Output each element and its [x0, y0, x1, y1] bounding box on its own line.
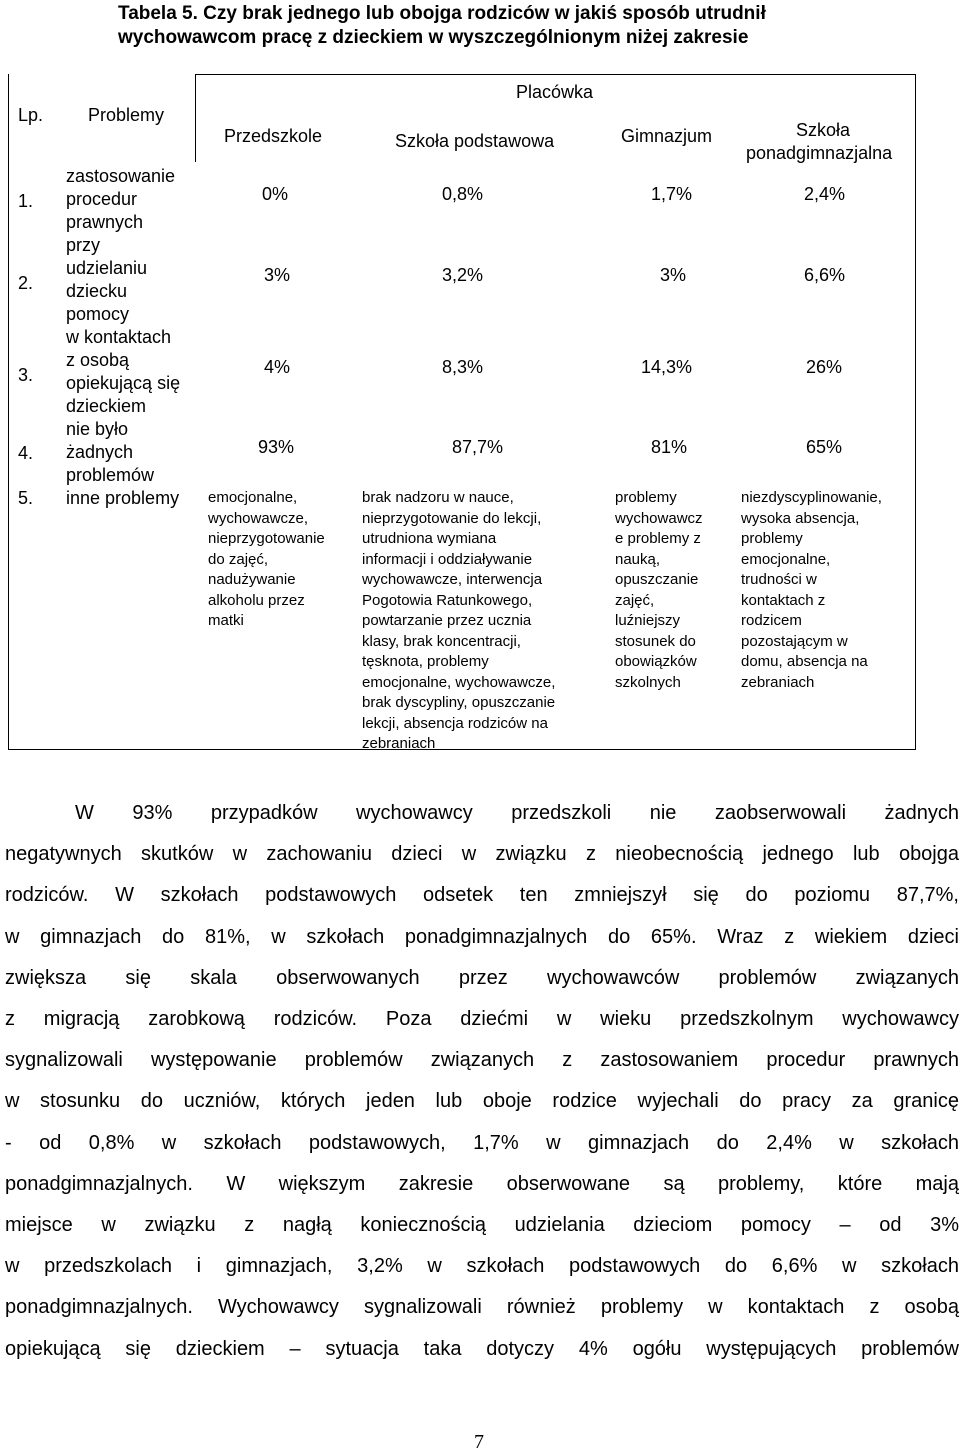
row-1-szkola-podstawowa: 0,8%	[442, 184, 484, 204]
text-line: szkolnych	[615, 673, 681, 691]
text-line: rodzicem	[741, 612, 802, 629]
text-line: zajęć,	[615, 591, 655, 609]
text-line: informacji i oddziaływanie	[362, 550, 533, 568]
paragraph-line: ponadgimnazjalnych. Wychowawcy sygnalizowali również problemy w kontaktach z osobą	[5, 1296, 959, 1319]
text-line: emocjonalne,	[208, 489, 298, 506]
problem-line: z osobą	[66, 350, 130, 370]
paragraph-line: z migracją zarobkową rodziców. Poza dziećmi w wieku przedszkolnym wychowawcy	[5, 1008, 959, 1031]
row-5-szkola-podstawowa-text	[362, 488, 555, 755]
text-line: do zajęć,	[208, 550, 269, 568]
text-line: nauką,	[615, 550, 661, 568]
paragraph-line: opiekującą się dzieckiem – sytuacja taka dotyczy 4% ogółu występujących problemów	[5, 1337, 959, 1360]
text-line: nieprzygotowanie	[208, 530, 325, 547]
text-line: tęsknota, problemy	[362, 653, 489, 670]
paragraph-line: ponadgimnazjalnych. W większym zakresie obserwowane są problemy, które mają	[5, 1172, 959, 1195]
row-1-problem	[66, 165, 175, 234]
body-paragraph	[5, 793, 959, 1370]
header-gimnazjum: Gimnazjum	[621, 126, 713, 146]
problem-line: dziecku	[66, 281, 128, 301]
problem-line: prawnych	[66, 212, 144, 232]
header-szkola-ponad-2: ponadgimnazjalna	[746, 143, 893, 163]
text-line: nieprzygotowanie do lekcji,	[362, 509, 542, 527]
text-line: Pogotowia Ratunkowego,	[362, 591, 533, 609]
text-line: niezdyscyplinowanie,	[741, 489, 882, 506]
paragraph-line: rodziców. W szkołach podstawowych odsetek ten zmniejszył się do poziomu 87,7%,	[5, 884, 959, 907]
row-2-szkola-podstawowa: 3,2%	[442, 265, 484, 285]
problem-line: udzielaniu	[66, 258, 148, 278]
table-title	[118, 2, 766, 50]
row-2-przedszkole: 3%	[264, 265, 291, 285]
text-line: domu, absencja na	[741, 653, 868, 670]
paragraph-line: zwiększa się skala obserwowanych przez wychowawców problemów związanych	[5, 966, 959, 989]
text-line: trudności w	[741, 571, 817, 588]
row-3-szkola-podstawowa: 8,3%	[442, 357, 484, 377]
row-1-przedszkole: 0%	[262, 184, 289, 204]
problem-line: nie było	[66, 419, 129, 439]
text-line: utrudniona wymiana	[362, 530, 497, 547]
row-5-gimnazjum-text	[615, 488, 703, 693]
paragraph-line: w przedszkolach i gimnazjach, 3,2% w szkołach podstawowych do 6,6% w szkołach	[5, 1255, 959, 1278]
row-5-przedszkole-text	[208, 488, 325, 632]
text-line: brak dyscypliny, opuszczanie	[362, 694, 556, 711]
row-4-gimnazjum: 81%	[651, 437, 688, 457]
text-line: powtarzanie przez ucznia	[362, 612, 532, 629]
row-3-lp: 3.	[18, 365, 34, 385]
row-4-szkola-podstawowa: 87,7%	[452, 437, 504, 457]
table-header-divider	[195, 74, 196, 162]
row-2-szkola-ponad: 6,6%	[804, 265, 846, 285]
row-4-problem	[66, 418, 154, 487]
text-line: alkoholu przez	[208, 591, 305, 609]
text-line: stosunek do	[615, 632, 696, 650]
text-line: wychowawcze, interwencja	[362, 571, 543, 588]
paragraph-line: miejsce w związku z nagłą koniecznością udzielania dzieciom pomocy – od 3%	[5, 1214, 959, 1237]
row-3-problem	[66, 326, 180, 418]
text-line: kontaktach z	[741, 591, 826, 609]
header-szkola-podstawowa: Szkoła podstawowa	[395, 131, 555, 151]
row-1-gimnazjum: 1,7%	[651, 184, 693, 204]
problem-line: przy	[66, 235, 101, 255]
text-line: zebraniach	[741, 673, 815, 691]
problem-line: procedur	[66, 189, 138, 209]
row-4-przedszkole: 93%	[258, 437, 295, 457]
page-number: 7	[474, 1431, 484, 1453]
header-placowka: Placówka	[516, 82, 594, 102]
text-line: wysoka absencja,	[741, 509, 860, 527]
problem-line: w kontaktach	[66, 327, 172, 347]
text-line: e problemy z	[615, 530, 701, 547]
problem-line: problemów	[66, 465, 155, 485]
header-problemy: Problemy	[88, 105, 165, 125]
row-1-szkola-ponad: 2,4%	[804, 184, 846, 204]
header-przedszkole: Przedszkole	[224, 126, 323, 146]
row-3-gimnazjum: 14,3%	[641, 357, 693, 377]
row-4-szkola-ponad: 65%	[806, 437, 843, 457]
text-line: luźniejszy	[615, 612, 681, 629]
problem-line: zastosowanie	[66, 166, 176, 186]
text-line: emocjonalne, wychowawcze,	[362, 673, 556, 691]
row-1-lp: 1.	[18, 191, 34, 211]
row-2-gimnazjum: 3%	[660, 265, 687, 285]
text-line: lekcji, absencja rodziców na	[362, 714, 548, 732]
row-5-lp: 5.	[18, 488, 34, 508]
paragraph-line: w gimnazjach do 81%, w szkołach ponadgimnazjalnych do 65%. Wraz z wiekiem dzieci	[5, 925, 959, 948]
header-lp: Lp.	[18, 105, 44, 125]
row-3-szkola-ponad: 26%	[806, 357, 843, 377]
text-line: problemy	[741, 530, 803, 547]
row-2-lp: 2.	[18, 273, 34, 293]
paragraph-line: W 93% przypadków wychowawcy przedszkoli nie zaobserwowali żadnych	[75, 802, 959, 824]
problem-line: dzieckiem	[66, 396, 147, 416]
text-line: obowiązków	[615, 653, 697, 670]
row-5-szkola-ponad-text	[741, 488, 882, 693]
row-3-przedszkole: 4%	[264, 357, 291, 377]
problem-line: opiekującą się	[66, 373, 181, 393]
text-line: emocjonalne,	[741, 550, 831, 568]
row-2-problem	[66, 234, 147, 326]
table-title-line-1: Tabela 5. Czy brak jednego lub obojga rodziców w jakiś sposób utrudnił	[118, 3, 766, 24]
paragraph-line: negatywnych skutków w zachowaniu dzieci w związku z nieobecnością jednego lub obojga	[5, 843, 959, 866]
text-line: nadużywanie	[208, 571, 296, 588]
text-line: klasy, brak koncentracji,	[362, 632, 521, 650]
text-line: pozostającym w	[741, 632, 848, 650]
text-line: matki	[208, 612, 244, 629]
row-4-lp: 4.	[18, 443, 34, 463]
text-line: problemy	[615, 489, 677, 506]
text-line: opuszczanie	[615, 571, 699, 588]
paragraph-line: - od 0,8% w szkołach podstawowych, 1,7% w gimnazjach do 2,4% w szkołach	[5, 1131, 959, 1154]
problem-line: żadnych	[66, 442, 134, 462]
paragraph-line: sygnalizowali występowanie problemów związanych z zastosowaniem procedur prawnych	[5, 1049, 959, 1072]
problem-line: pomocy	[66, 304, 130, 324]
header-szkola-ponad-1: Szkoła	[796, 120, 851, 140]
text-line: wychowawcz	[615, 509, 703, 527]
text-line: wychowawcze,	[208, 509, 309, 527]
row-5-problem: inne problemy	[66, 488, 180, 508]
text-line: zebraniach	[362, 735, 436, 752]
text-line: brak nadzoru w nauce,	[362, 489, 514, 506]
table-title-line-2: wychowawcom pracę z dzieckiem w wyszczególnionym niżej zakresie	[118, 27, 749, 48]
paragraph-line: w stosunku do uczniów, których jeden lub oboje rodzice wyjechali do pracy za granicę	[5, 1090, 959, 1113]
table-top-border	[195, 74, 916, 75]
